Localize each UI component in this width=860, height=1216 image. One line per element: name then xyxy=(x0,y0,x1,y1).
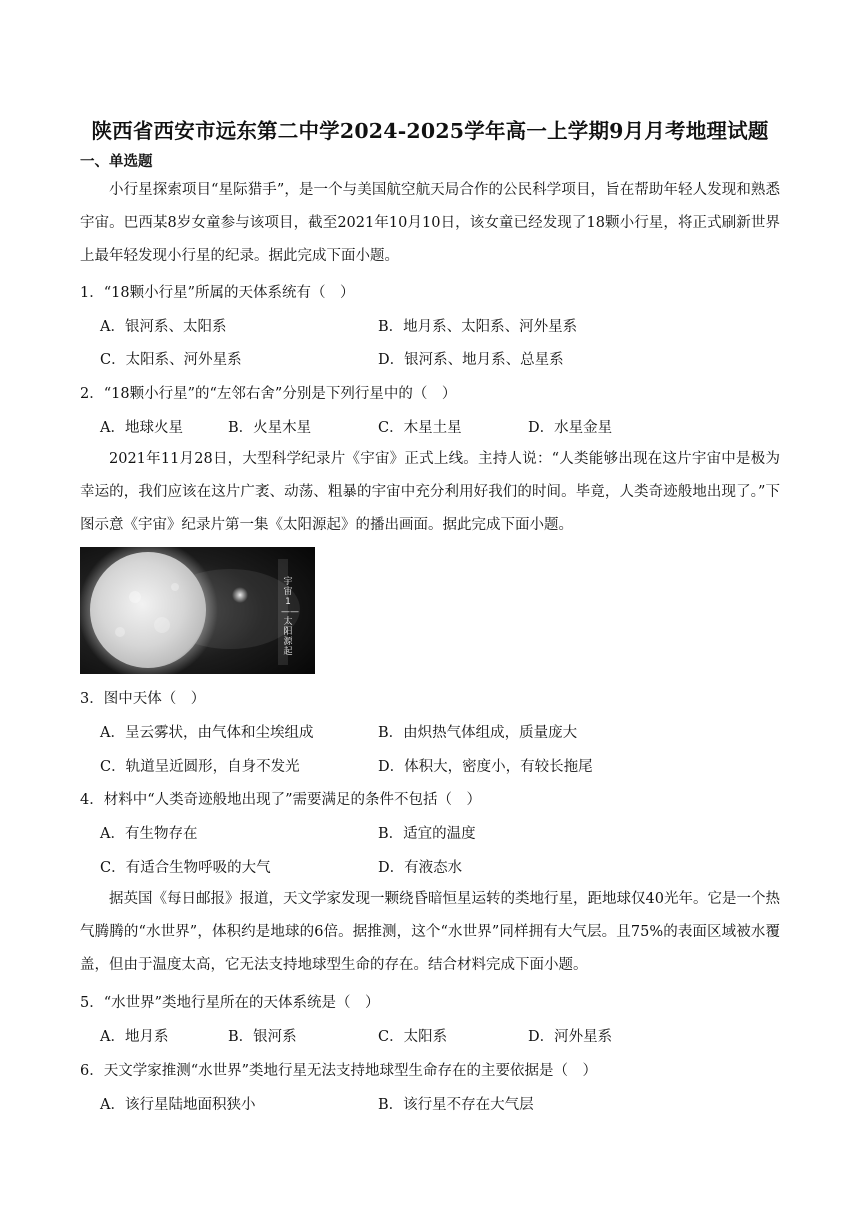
question-1-option-a: A．银河系、太阳系 xyxy=(100,319,227,335)
question-1-stem: 1．“18颗小行星”所属的天体系统有（ ） xyxy=(80,285,355,301)
question-2-option-d: D．水星金星 xyxy=(528,420,613,436)
question-4-option-b: B．适宜的温度 xyxy=(378,826,476,842)
question-6-option-b: B．该行星不存在大气层 xyxy=(378,1097,534,1113)
question-4-option-d: D．有液态水 xyxy=(378,860,463,876)
question-5-option-d: D．河外星系 xyxy=(528,1029,613,1045)
question-2-option-c: C．木星土星 xyxy=(378,420,462,436)
passage-1: 小行星探索项目“星际猎手”，是一个与美国航空航天局合作的公民科学项目，旨在帮助年轻人发现和熟悉宇宙。巴西某8岁女童参与该项目，截至2021年10月10日，该女童已经发现了18颗小行星，将正式刷新世界上最年轻发现小行星的纪录。据此完成下面小题。 xyxy=(80,182,780,264)
question-3-option-a: A．呈云雾状，由气体和尘埃组成 xyxy=(100,725,314,741)
passage-3: 据英国《每日邮报》报道，天文学家发现一颗绕昏暗恒星运转的类地行星，距地球仅40光年。它是一个热气腾腾的“水世界”，体积约是地球的6倍。据推测，这个“水世界”同样拥有大气层。且75%的表面区域被水覆盖，但由于温度太高，它无法支持地球型生命的存在。结合材料完成下面小题。 xyxy=(80,891,780,973)
question-5-stem: 5．“水世界”类地行星所在的天体系统是（ ） xyxy=(80,995,380,1011)
question-6-stem: 6．天文学家推测“水世界”类地行星无法支持地球型生命存在的主要依据是（ ） xyxy=(80,1063,598,1079)
question-5-option-b: B．银河系 xyxy=(228,1029,297,1045)
image-caption: 宇宙1——太阳源起 xyxy=(281,577,299,657)
question-3-option-b: B．由炽热气体组成，质量庞大 xyxy=(378,725,578,741)
question-1-option-b: B．地月系、太阳系、河外星系 xyxy=(378,319,578,335)
question-3-stem: 3．图中天体（ ） xyxy=(80,691,206,707)
question-5-option-a: A．地月系 xyxy=(100,1029,169,1045)
question-6-option-a: A．该行星陆地面积狭小 xyxy=(100,1097,256,1113)
section-heading: 一、单选题 xyxy=(80,153,153,170)
question-4-option-a: A．有生物存在 xyxy=(100,826,198,842)
question-3-option-d: D．体积大，密度小，有较长拖尾 xyxy=(378,759,593,775)
question-4-stem: 4．材料中“人类奇迹般地出现了”需要满足的条件不包括（ ） xyxy=(80,792,482,808)
sun-documentary-image xyxy=(80,547,315,674)
passage-2: 2021年11月28日，大型科学纪录片《宇宙》正式上线。主持人说：“人类能够出现在这片宇宙中是极为幸运的，我们应该在这片广袤、动荡、粗暴的宇宙中充分利用好我们的时间。毕竟，人类奇迹般地出现了。”下图示意《宇宙》纪录片第一集《太阳源起》的播出画面。据此完成下面小题。 xyxy=(80,451,780,533)
question-5-option-c: C．太阳系 xyxy=(378,1029,448,1045)
question-2-option-b: B．火星木星 xyxy=(228,420,312,436)
document-title: 陕西省西安市远东第二中学2024-2025学年高一上学期9月月考地理试题 xyxy=(91,119,769,143)
question-2-option-a: A．地球火星 xyxy=(100,420,183,436)
question-4-option-c: C．有适合生物呼吸的大气 xyxy=(100,860,271,876)
question-1-option-d: D．银河系、地月系、总星系 xyxy=(378,352,564,368)
question-2-stem: 2．“18颗小行星”的“左邻右舍”分别是下列行星中的（ ） xyxy=(80,386,457,402)
question-1-option-c: C．太阳系、河外星系 xyxy=(100,352,242,368)
question-3-option-c: C．轨道呈近圆形，自身不发光 xyxy=(100,759,300,775)
